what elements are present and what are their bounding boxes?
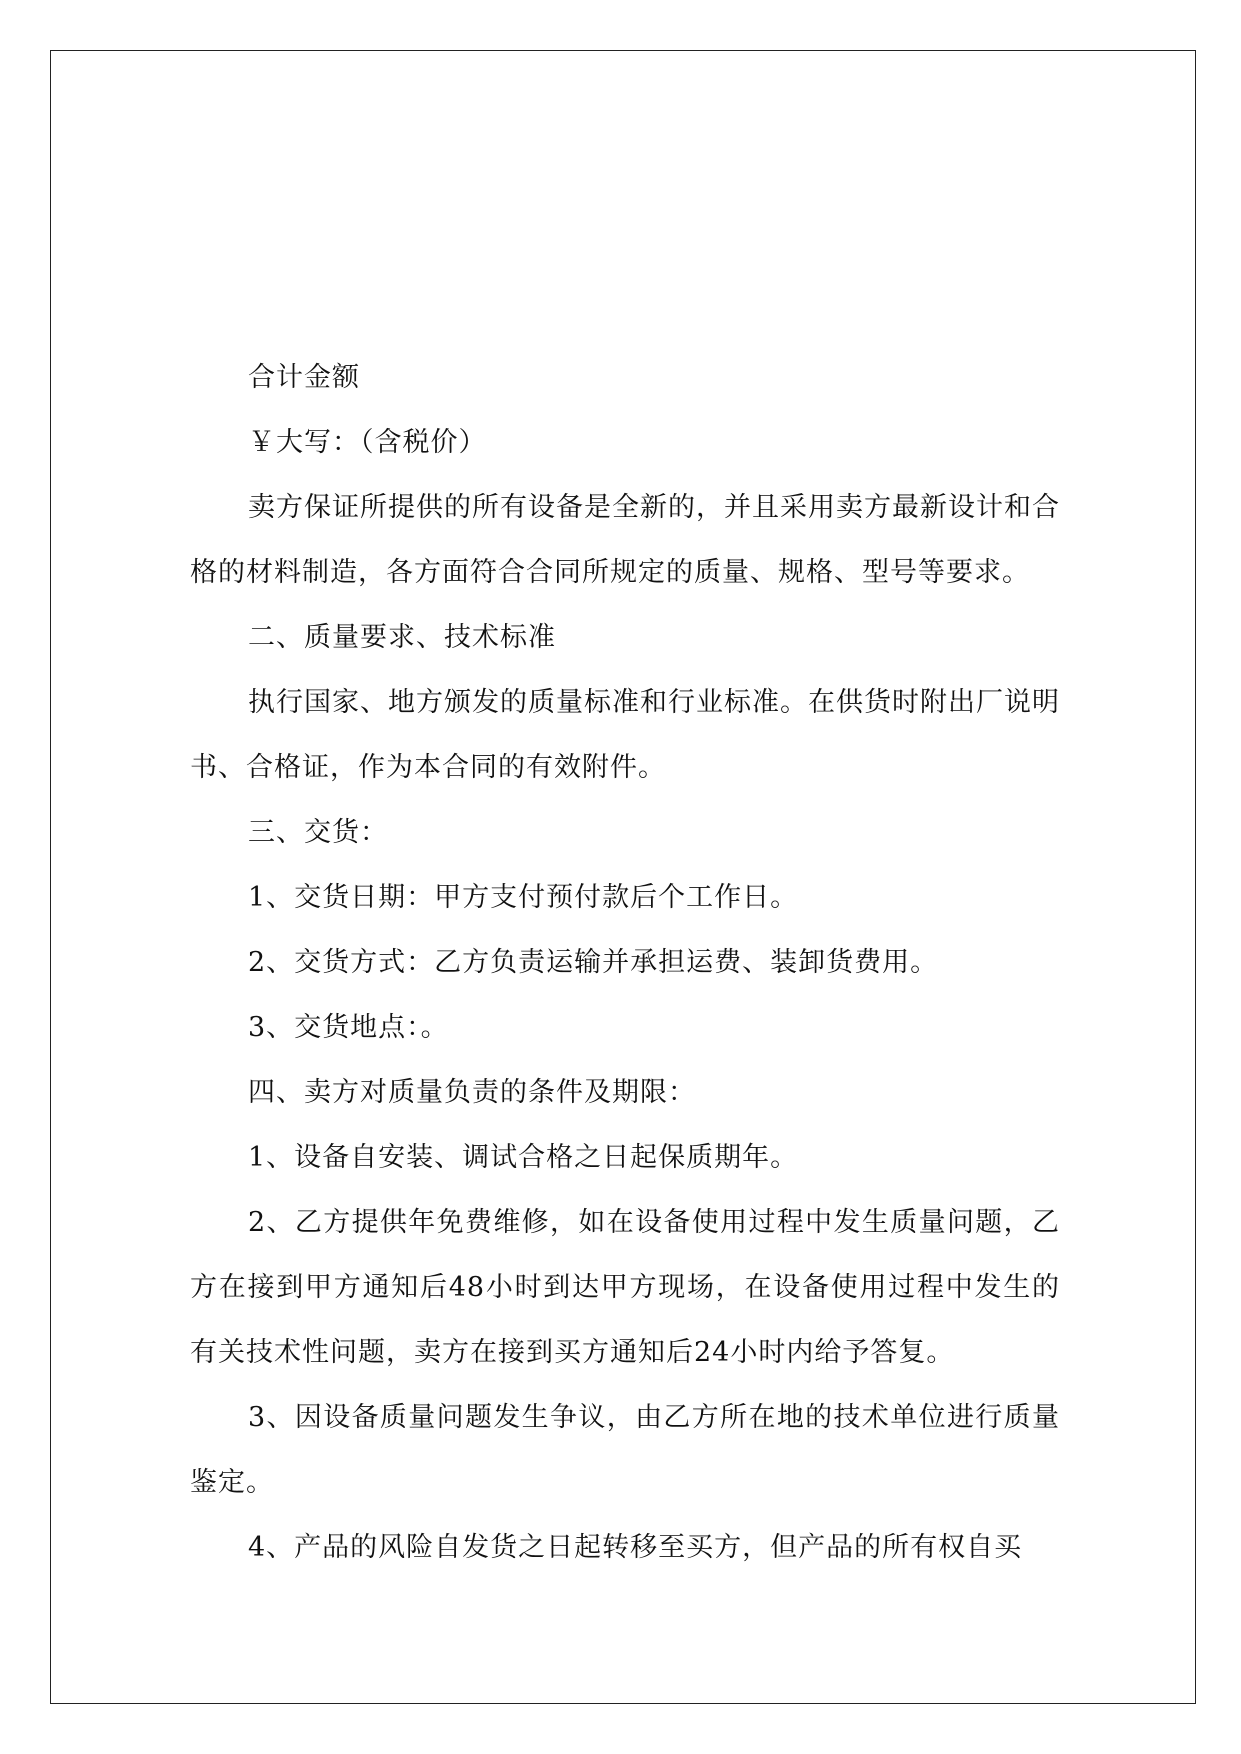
quality-standard-paragraph: 执行国家、地方颁发的质量标准和行业标准。在供货时附出厂说明书、合格证，作为本合同的有效附件。 [190, 687, 1060, 783]
section-heading-warranty: 四、卖方对质量负责的条件及期限： [248, 1077, 696, 1108]
delivery-method-item: 2、交货方式：乙方负责运输并承担运费、装卸货费用。 [248, 947, 939, 978]
delivery-location-item: 3、交货地点：。 [248, 1012, 449, 1043]
warranty-item-4: 4、产品的风险自发货之日起转移至买方，但产品的所有权自买 [248, 1532, 1023, 1563]
warranty-item-2: 2、乙方提供年免费维修，如在设备使用过程中发生质量问题，乙方在接到甲方通知后48小时到达甲方现场，在设备使用过程中发生的有关技术性问题，卖方在接到买方通知后24小时内给予答复。 [190, 1207, 1060, 1368]
total-amount-label: 合计金额 [248, 362, 360, 393]
seller-guarantee-paragraph: 卖方保证所提供的所有设备是全新的，并且采用卖方最新设计和合格的材料制造，各方面符合合同所规定的质量、规格、型号等要求。 [190, 492, 1060, 588]
delivery-date-item: 1、交货日期：甲方支付预付款后个工作日。 [248, 882, 799, 913]
section-heading-quality: 二、质量要求、技术标准 [248, 622, 556, 653]
document-body [190, 345, 1060, 1580]
warranty-item-3: 3、因设备质量问题发生争议，由乙方所在地的技术单位进行质量鉴定。 [190, 1402, 1060, 1498]
section-heading-delivery: 三、交货： [248, 817, 388, 848]
warranty-item-1: 1、设备自安装、调试合格之日起保质期年。 [248, 1142, 799, 1173]
amount-in-words-line: ￥大写：（含税价） [248, 427, 487, 458]
